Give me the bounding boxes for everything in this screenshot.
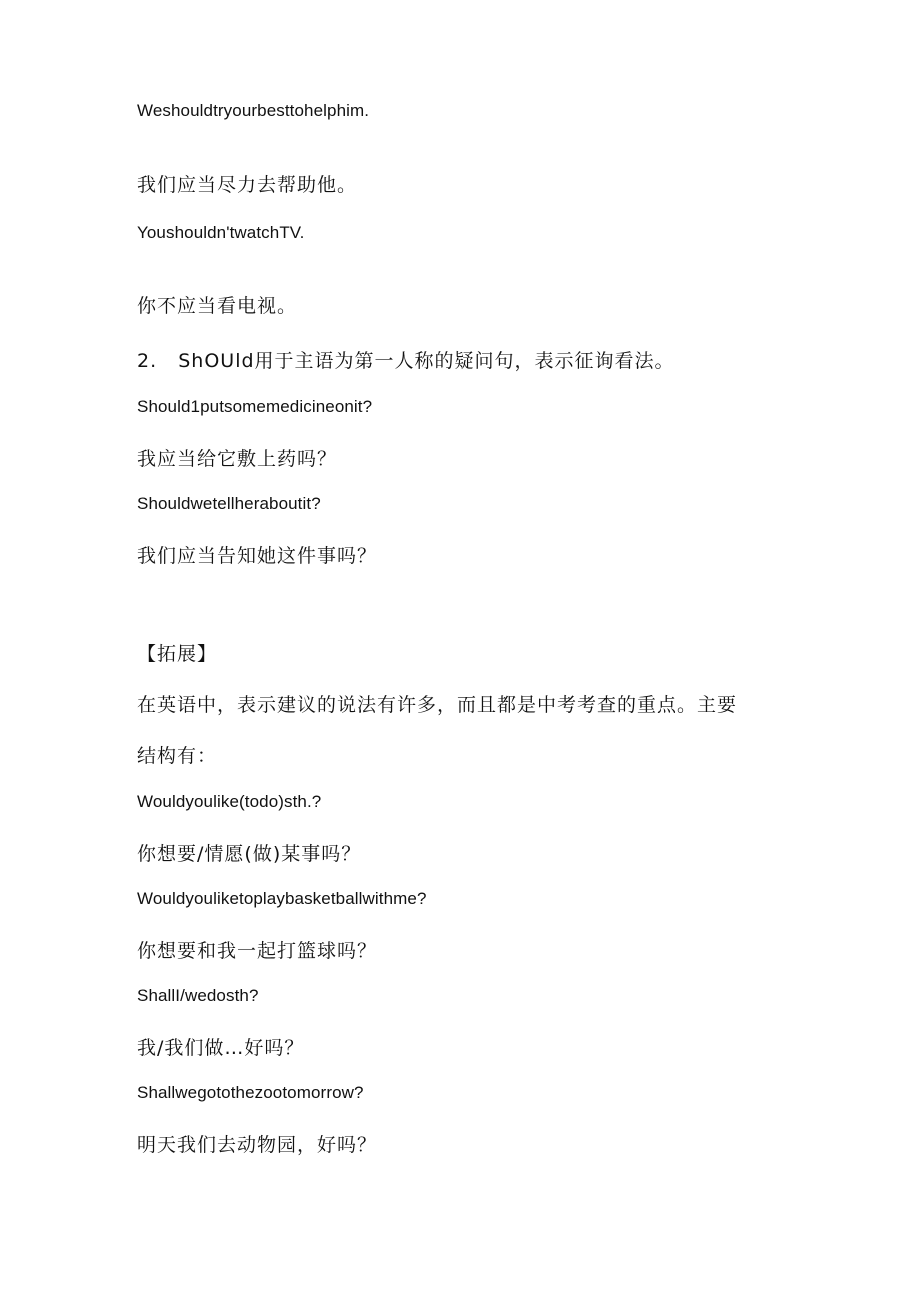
structure-pattern-en: ShallI/wedosth? bbox=[137, 986, 259, 1005]
paragraph-text: 在英语中，表示建议的说法有许多，而且都是中考考查的重点。主要 bbox=[137, 694, 738, 716]
structure-pattern-en: Wouldyoulike(todo)sth.? bbox=[137, 792, 322, 811]
example-sentence-zh: 你想要和我一起打篮球吗？ bbox=[137, 940, 378, 962]
example-sentence-zh: 你不应当看电视。 bbox=[137, 295, 298, 317]
rule-point-2: 2. ShOUld用于主语为第一人称的疑问句，表示征询看法。 bbox=[137, 350, 675, 372]
example-sentence-en: Wouldyouliketoplaybasketballwithme? bbox=[137, 889, 427, 908]
section-heading-extension: 【拓展】 bbox=[137, 643, 218, 665]
example-sentence-zh: 我应当给它敷上药吗？ bbox=[137, 448, 338, 470]
structure-pattern-zh: 我/我们做…好吗？ bbox=[137, 1037, 305, 1059]
paragraph-text: 结构有： bbox=[137, 745, 218, 767]
example-sentence-en: Youshouldn'twatchTV. bbox=[137, 223, 305, 242]
example-sentence-zh: 我们应当告知她这件事吗？ bbox=[137, 545, 378, 567]
example-sentence-en: Shallwegotothezootomorrow? bbox=[137, 1083, 364, 1102]
structure-pattern-zh: 你想要/情愿(做)某事吗？ bbox=[137, 843, 362, 865]
example-sentence-en: Should1putsomemedicineonit? bbox=[137, 397, 373, 416]
example-sentence-zh: 明天我们去动物园，好吗？ bbox=[137, 1134, 378, 1156]
example-sentence-zh: 我们应当尽力去帮助他。 bbox=[137, 174, 358, 196]
example-sentence-en: Weshouldtryourbesttohelphim. bbox=[137, 101, 370, 120]
example-sentence-en: Shouldwetellheraboutit? bbox=[137, 494, 321, 513]
